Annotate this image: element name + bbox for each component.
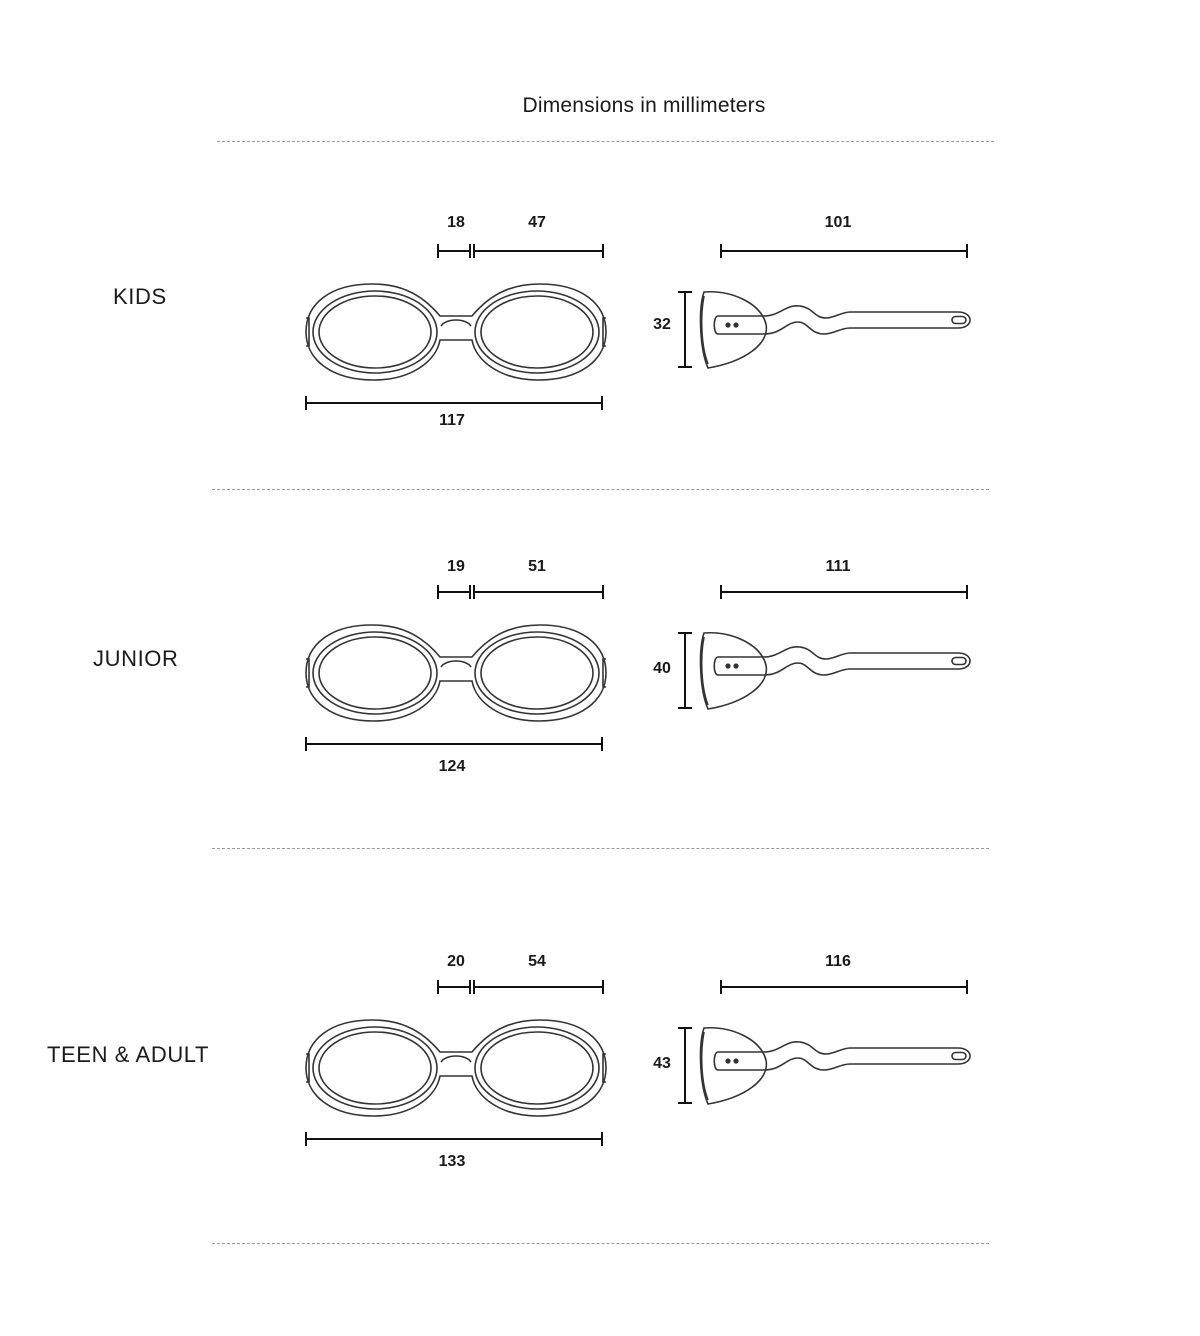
dimension-lines <box>306 980 967 1146</box>
total-width-value: 133 <box>438 1153 466 1170</box>
glasses-front-icon <box>306 1020 606 1116</box>
lens-width-value: 47 <box>528 214 546 231</box>
glasses-front-icon <box>306 284 606 380</box>
lens-height-value: 43 <box>653 1055 671 1072</box>
total-width-value: 117 <box>439 412 465 429</box>
glasses-side-icon <box>701 292 970 368</box>
lens-height-value: 32 <box>653 316 671 333</box>
total-width-value: 124 <box>438 758 466 775</box>
glasses-front-icon <box>306 625 606 721</box>
dimension-lines <box>306 244 967 410</box>
temple-length-value: 111 <box>825 558 851 575</box>
size-label: JUNIOR <box>93 646 179 671</box>
size-label: KIDS <box>113 284 167 309</box>
page-title: Dimensions in millimeters <box>522 94 766 117</box>
junior-drawing <box>306 585 970 751</box>
glasses-side-icon <box>701 633 970 709</box>
teen-adult-drawing <box>306 980 970 1146</box>
bridge-value: 20 <box>447 953 465 970</box>
lens-width-value: 51 <box>528 558 546 575</box>
bridge-value: 18 <box>447 214 465 231</box>
lens-height-value: 40 <box>653 660 671 677</box>
temple-length-value: 101 <box>824 214 852 231</box>
bridge-value: 19 <box>447 558 465 575</box>
lens-width-value: 54 <box>528 953 546 970</box>
glasses-side-icon <box>701 1028 970 1104</box>
size-label: TEEN & ADULT <box>47 1042 210 1067</box>
kids-drawing <box>306 244 970 410</box>
temple-length-value: 116 <box>825 953 851 970</box>
dimension-lines <box>306 585 967 751</box>
